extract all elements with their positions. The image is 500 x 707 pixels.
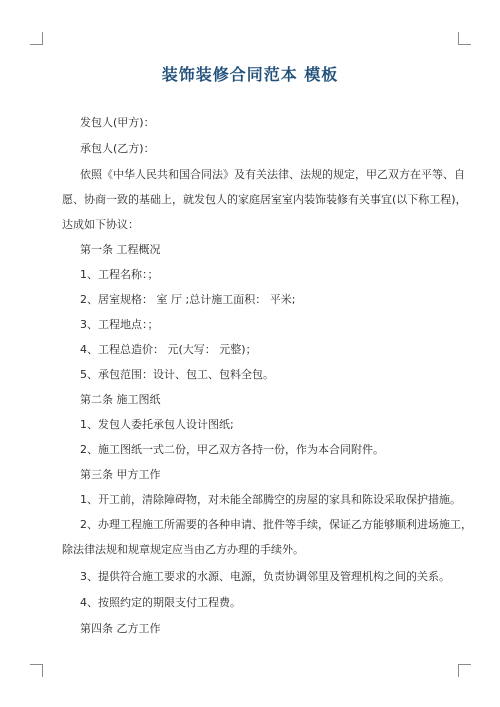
top-left-crop-mark	[30, 32, 43, 45]
preamble-line-3: 达成如下协议：	[62, 218, 139, 231]
article-1-heading: 第一条 工程概况	[80, 243, 161, 256]
article-3-heading: 第三条 甲方工作	[80, 468, 161, 481]
article-1-item-3: 3、工程地点：；	[80, 318, 159, 331]
bottom-right-crop-mark	[458, 664, 471, 677]
article-1-item-1: 1、工程名称：；	[80, 268, 159, 281]
article-2-heading: 第二条 施工图纸	[80, 393, 161, 406]
article-3-item-4: 4、按照约定的期限支付工程费。	[80, 596, 241, 609]
top-right-crop-mark	[458, 32, 471, 45]
article-3-item-2-line-2: 除法律法规和规章规定应当由乙方办理的手续外。	[62, 543, 304, 556]
article-3-item-2-line-1: 2、办理工程施工所需要的各种申请、批件等手续，保证乙方能够顺利进场施工，	[80, 518, 472, 531]
article-4-heading: 第四条 乙方工作	[80, 622, 161, 635]
article-3-item-3: 3、提供符合施工要求的水源、电源，负责协调邻里及管理机构之间的关系。	[80, 570, 450, 583]
preamble-line-1: 依照《中华人民共和国合同法》及有关法律、法规的规定，甲乙双方在平等、自	[80, 168, 465, 181]
article-3-item-1: 1、开工前，清除障碍物，对未能全部腾空的房屋的家具和陈设采取保护措施。	[80, 493, 461, 506]
party-a-line: 发包人(甲方)：	[80, 116, 155, 129]
article-2-item-1: 1、发包人委托承包人设计图纸;	[80, 418, 234, 431]
article-1-item-2: 2、居室规格： 室 厅 ;总计施工面积： 平米;	[80, 293, 296, 306]
party-b-line: 承包人(乙方)：	[80, 142, 155, 155]
preamble-line-2: 愿、协商一致的基础上，就发包人的家庭居室室内装饰装修有关事宜(以下称工程)，	[62, 193, 467, 206]
bottom-left-crop-mark	[30, 664, 43, 677]
article-1-item-5: 5、承包范围：设计、包工、包料全包。	[80, 368, 274, 381]
document-title: 装饰装修合同范本 模板	[161, 65, 339, 84]
article-2-item-2: 2、施工图纸一式二份，甲乙双方各持一份，作为本合同附件。	[80, 443, 384, 456]
article-1-item-4: 4、工程总造价： 元(大写： 元整)；	[80, 343, 257, 356]
